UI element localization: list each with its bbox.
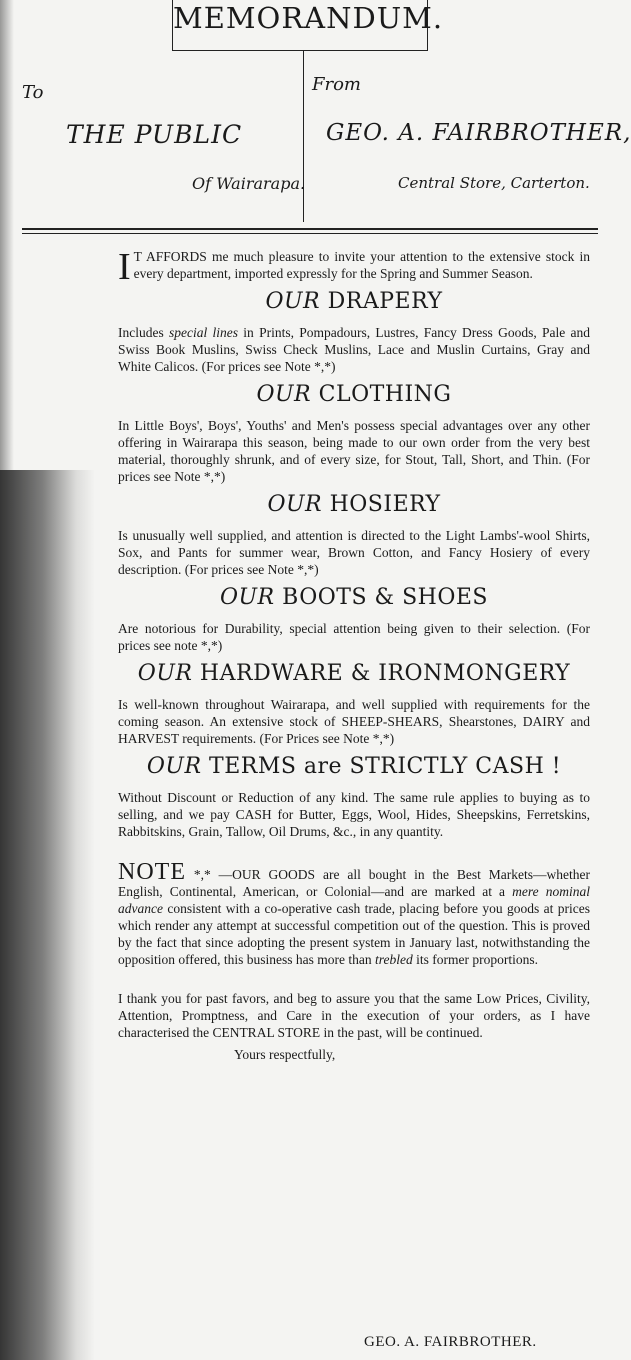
heading-text: HOSIERY (322, 492, 441, 517)
heading-hardware (118, 660, 590, 688)
paragraph-text: in Prints, Pompadours, Lustres, Fancy Dress Goods, Pale and Swiss Book Muslins, Swiss Check Muslins, Lace and Muslin Curtains, Gray and White Calicos. (For prices see Note *,*) (118, 325, 590, 374)
signature: GEO. A. FAIRBROTHER. (364, 1334, 537, 1350)
heading-boots-shoes (118, 584, 590, 612)
paragraph-boots-shoes: Are notorious for Durability, special attention being given to their selection. (For prices see note *,*) (118, 621, 590, 653)
closing-salutation: Yours respectfully, (234, 1047, 336, 1062)
paragraph-lead: Includes (118, 325, 170, 340)
header-divider (303, 50, 304, 222)
heading-drapery (118, 288, 590, 316)
paragraph-hosiery: Is unusually well supplied, and attention is directed to the Light Lambs'-wool Shirts, Sox, and Pants for summer wear, Brown Cotton, and Fancy Hosiery of every description. (For prices see Note *,*) (118, 528, 590, 577)
sender-name: GEO. A. FAIRBROTHER, (326, 120, 631, 146)
sender-place: Central Store, Carterton. (398, 174, 590, 192)
torn-edge-stain (0, 470, 95, 1360)
paragraph-clothing: In Little Boys', Boys', Youths' and Men's possess special advantages over any other offering in Wairarapa this season, being made to our own order from the very best material, thoroughly shrunk, and of every size, for Stout, Tall, Short, and Thin. (For prices see Note *,*) (118, 418, 590, 484)
heading-clothing (118, 381, 590, 409)
note-word: NOTE (118, 859, 186, 885)
thanks-paragraph: I thank you for past favors, and beg to assure you that the same Low Prices, Civility, Attention, Promptness, and Care in the execution of your orders, as I have characterised the CENTRAL STORE in the past, will be continued. (118, 991, 590, 1040)
recipient-place: Of Wairarapa. (192, 174, 306, 193)
recipient-name: THE PUBLIC (66, 120, 243, 149)
note-marker: *,* (185, 867, 219, 882)
advertisement-body (118, 248, 590, 1063)
intro-text: T AFFORDS me much pleasure to invite your attention to the extensive stock in every department, imported expressly for the Spring and Summer Season. (133, 249, 590, 281)
heading-our: OUR (137, 661, 193, 686)
heading-our: OUR (267, 492, 323, 517)
heading-our: OUR (265, 289, 321, 314)
memorandum-title: MEMORANDUM. (172, 0, 428, 51)
note-text: its former proportions. (412, 952, 538, 967)
paragraph-drapery (118, 324, 590, 375)
heading-our: OUR (256, 382, 312, 407)
heading-text: TERMS are STRICTLY CASH ! (201, 754, 562, 779)
heading-text: DRAPERY (320, 289, 443, 314)
heading-text: BOOTS & SHOES (274, 585, 489, 610)
heading-terms (118, 753, 590, 781)
to-label: To (22, 82, 44, 103)
heading-our: OUR (219, 585, 275, 610)
page-edge-shadow (0, 0, 14, 470)
note-paragraph (118, 859, 590, 968)
paragraph-hardware: Is well-known throughout Wairarapa, and well supplied with requirements for the coming season. An extensive stock of SHEEP-SHEARS, Shearstones, DAIRY and HARVEST requirements. (For Prices see Note *,*) (118, 697, 590, 746)
note-text: —OUR GOODS are all bought in the Best Markets—whether English, Continental, American, or Colonial—and are marked at a (118, 867, 590, 899)
paragraph-emphasis: special lines (169, 325, 239, 340)
heading-our: OUR (146, 754, 202, 779)
note-emphasis: mere nominal advance (118, 884, 590, 916)
heading-text: HARDWARE & IRONMONGERY (192, 661, 571, 686)
from-label: From (312, 74, 361, 95)
note-emphasis: trebled (374, 952, 413, 967)
note-text: consistent with a co-operative cash trade, placing before you goods at prices which render any attempt at successful competition out of the question. This is proved by the fact that since adopting the present system in January last, notwithstanding the opposition offered, this business has more than (118, 901, 590, 967)
drop-cap: I (118, 246, 131, 288)
paragraph-terms: Without Discount or Reduction of any kind. The same rule applies to buying as to selling, and we pay CASH for Butter, Eggs, Wool, Hides, Sheepskins, Ferretskins, Rabbitskins, Grain, Tallow, Oil Drums, &c., in any quantity. (118, 790, 590, 839)
heading-text: CLOTHING (311, 382, 452, 407)
header-rule-thick (22, 228, 598, 230)
intro-paragraph (118, 246, 590, 288)
heading-hosiery (118, 491, 590, 519)
header-rule-thin (22, 233, 598, 234)
